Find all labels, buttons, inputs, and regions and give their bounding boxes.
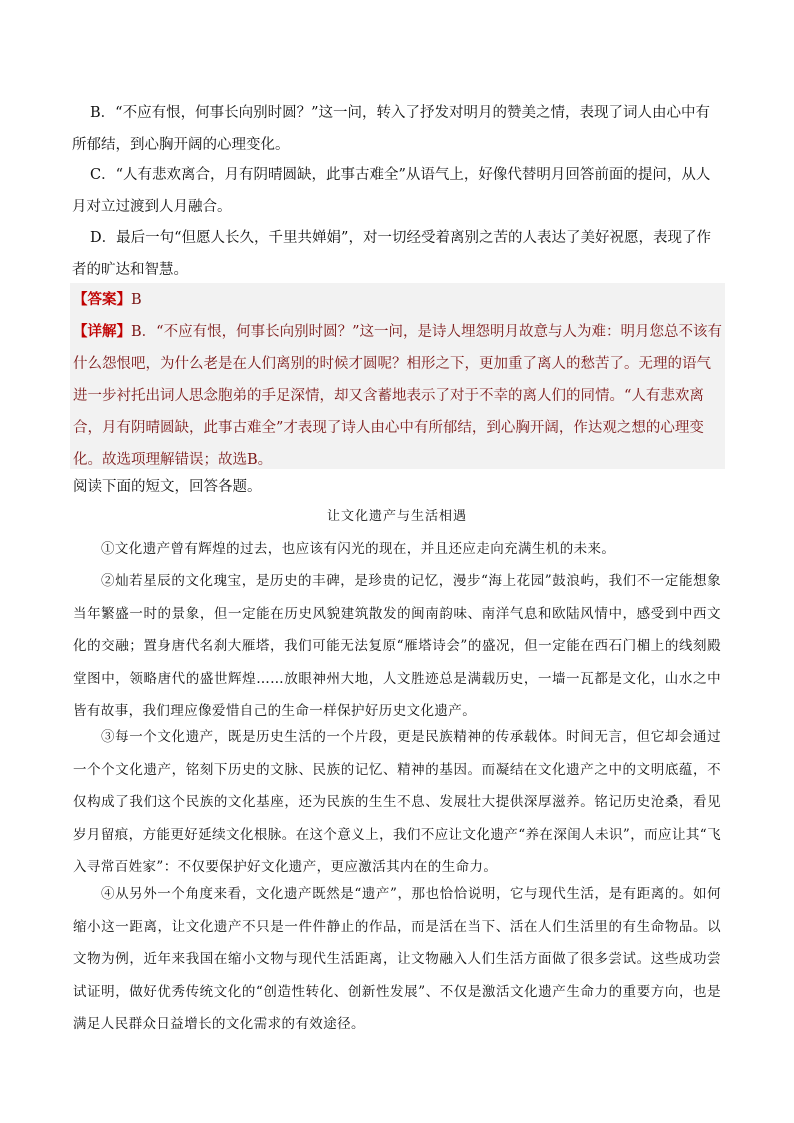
- detail-text: B．“不应有恨，何事长向别时圆？”这一问，是诗人埋怨明月故意与人为难：明月您总不该有什么怨恨吧，为什么老是在人们离别的时候才圆呢？相形之下，更加重了离人的愁苦了。无理的语气进一步衬托出词人思念胞弟的手足深情，却又含蓄地表示了对于不幸的离人们的同情。“人有悲欢离合，月有阴晴圆缺，此事古难全”才表现了诗人由心中有所郁结，到心胸开阔，作达观之想的心理变化。故选项理解错误；故选B。: [73, 324, 722, 468]
- answer-line: [73, 284, 723, 316]
- detail-tag: 【详解】: [73, 323, 131, 340]
- article-paragraph-4: ④从另外一个角度来看，文化遗产既然是“遗产”，那也恰恰说明，它与现代生活，是有距离的。如何缩小这一距离，让文化遗产不只是一件件静止的作品，而是活在当下、活在人们生活里的有生命物品。以文物为例，近年来我国在缩小文物与现代生活距离，让文物融入人们生活方面做了很多尝试。这些成功尝试证明，做好优秀传统文化的“创造性转化、创新性发展”、不仅是激活文化遗产生命力的重要方向，也是满足人民群众日益增长的文化需求的有效途径。: [73, 886, 721, 1032]
- answer-tag: 【答案】: [73, 291, 131, 308]
- article-paragraph-2: ②灿若星辰的文化瑰宝，是历史的丰碑，是珍贵的记忆，漫步“海上花园”鼓浪屿，我们不一定能想象当年繁盛一时的景象，但一定能在历史风貌建筑散发的闽南韵味、南洋气息和欧陆风情中，感受到中西文化的交融；置身唐代名刹大雁塔，我们可能无法复原“雁塔诗会”的盛况，但一定能在西石门楣上的线刻殿堂图中，领略唐代的盛世辉煌……放眼神州大地，人文胜迹总是满载历史，一墙一瓦都是文化，山水之中皆有故事，我们理应像爱惜自己的生命一样保护好历史文化遗产。: [73, 573, 721, 719]
- detail-block: [73, 316, 723, 476]
- option-d: D．最后一句“但愿人长久，千里共婵娟”，对一切经受着离别之苦的人表达了美好祝愿，表现了作者的旷达和智慧。: [72, 230, 711, 278]
- option-b: B．“不应有恨，何事长向别时圆？”这一问，转入了抒发对明月的赞美之情，表现了词人由心中有所郁结，到心胸开阔的心理变化。: [72, 105, 710, 153]
- article-paragraph-1: ①文化遗产曾有辉煌的过去，也应该有闪光的现在，并且还应走向充满生机的未来。: [101, 541, 616, 557]
- option-c: C．“人有悲欢离合，月有阴晴圆缺，此事古难全”从语气上，好像代替明月回答前面的提问，从人月对立过渡到人月融合。: [72, 167, 711, 215]
- article-paragraph-3: ③每一个文化遗产，既是历史生活的一个片段，更是民族精神的传承载体。时间无言，但它却会通过一个个文化遗产，铭刻下历史的文脉、民族的记忆、精神的基因。而凝结在文化遗产之中的文明底蕴，不仅构成了我们这个民族的文化基座，还为民族的生生不息、发展壮大提供深厚滋养。铭记历史沧桑，看见岁月留痕，方能更好延续文化根脉。在这个意义上，我们不应让文化遗产“养在深闺人未识”，而应让其“飞入寻常百姓家”：不仅要保护好文化遗产，更应激活其内在的生命力。: [73, 729, 721, 875]
- answer-value: B: [131, 292, 142, 308]
- reading-instruction: 阅读下面的短文，回答各题。: [73, 479, 262, 495]
- article-title: 让文化遗产与生活相遇: [326, 509, 467, 524]
